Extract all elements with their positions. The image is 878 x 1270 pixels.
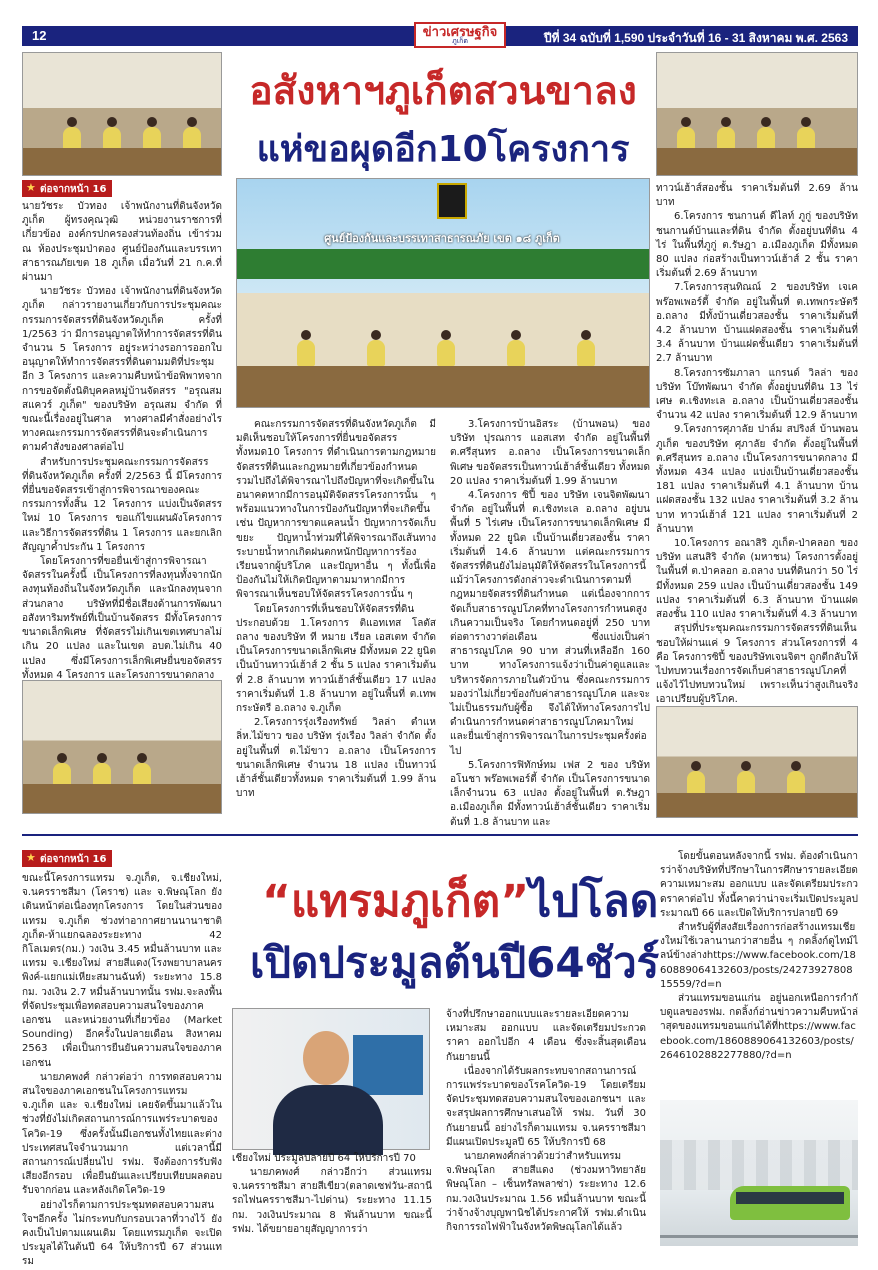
paragraph: โดยขั้นตอนหลังจากนี้ รฟม. ต้องดำเนินการว่าจ้างบริษัทที่ปรึกษาในการศึกษารายละเอียดความเหมาะสม ออกแบบ และจัดเตรียมประกวดราคาต่อไป ทั้งนี้คาดว่าน่าจะเริ่มเปิดประมูลประมาณปี 66 และเปิดให้บริการปลายปี 69 [660,851,858,919]
story2-column-2 [232,1166,432,1246]
headline-red: แทรมภูเก็ต [290,876,501,927]
story2-headline-line2: เปิดประมูลต้นปี64ชัวร์ [250,938,660,987]
logo-sub-text: ภูเก็ต [452,37,468,45]
paragraph: นายภคพงศ์กล่าวด้วยว่าสำหรับแทรม จ.พิษณุโลก สายสีแดง (ช่วงมหาวิทยาลัยพิษณุโลก – เซ็นทรัลพลาซ่า) ระยะทาง 12.6 กม.วงเงินประมาณ 1.56 หมื่นล้านบาท ขณะนี้ว่าจ้างจ้างบุญพานิชได้ประกาศให้ รฟม.ดำเนินกิจการรถไฟฟ้าในจังหวัดพิษณุโลกได้แล้ว [446,1151,646,1234]
logo-main-text: ข่าวเศรษฐกิจ [422,23,498,39]
story1-continued-tag: ★ ต่อจากหน้า 16 [22,180,112,197]
story1-headline-line1: อสังหาฯภูเก็ตสวนขาลง [249,69,637,114]
paragraph: โดยโครงการที่ขอยื่นเข้าสู่การพิจารณาจัดสรรในครั้งนี้ เป็นโครงการที่ลงทุนทั้งจากนักลงทุนท้องถิ่นในจังหวัดภูเก็ต และนักลงทุนจากส่วนกลาง บริษัทที่มีชื่อเสียงด้านการพัฒนาอสังหาริมทรัพย์ที่เป็นบ้านจัดสรร มีทั้งโครงการขนาดเล็กพิเศษ ที่จัดสรรไม่เกินเขตเทศบาลไม่เกิน 20 แปลง และในเขต อบต.ไม่เกิน 40 แปลง ซึ่งมีโครงการเล็กพิเศษยื่นขอจัดสรรทั้งหมด 4 โครงการ และโครงการขนาดกลาง [22,556,222,681]
headline-blue: ไปโลด [529,876,659,927]
paragraph: 3.โครงการบ้านอิสระ (บ้านพอน) ของ บริษัท ปุรณการ แอสเสท จำกัด อยู่ในพื้นที่ ต.ศรีสุนทร อ.ถลาง เป็นโครงการขนาดเล็กพิเศษ ขอจัดสรรเป็นทาวน์เฮ้าส์ชั้นเดียว ทั้งหมด 20 แปลง ราคาเริ่มต้นที่ 1.99 ล้านบาท [450,419,651,487]
paragraph: นายวัชระ บัวทอง เจ้าพนักงานที่ดินจังหวัดภูเก็ต กล่าวรายงานเกี่ยวกับการประชุมคณะกรรมการจัดสรรที่ดินจังหวัดภูเก็ต ครั้งที่ 1/2563 ว่า มีการอนุญาตให้ทำการจัดสรรที่ดิน จำนวน 5 โครงการ อยู่ระหว่างรอการออกใบอนุญาตให้ทำการจัดสรรที่ดินตามมติที่ประชุมอีก 3 โครงการ และความคืบหน้าข้อพิพาทจากการขอจัดตั้งนิติบุคคลหมู่บ้านจัดสรร "อรุณสมสแควร์ ภูเก็ต" ของบริษัท อรุณสม จำกัด ที่ขณะนี้เรื่องอยู่ในศาล ทางศาลมีคำสั่งอย่างไรทางคณะกรรมการจัดสรรที่ดินจะดำเนินการตามคำสั่งของศาลต่อไป [22,286,222,454]
story1-column-1 [22,200,222,681]
paragraph: จ้างที่ปรึกษาออกแบบและรายละเอียดความเหมาะสม ออกแบบ และจัดเตรียมประกวดราคา ออกไปอีก 4 เดือน ซึ่งจะสิ้นสุดเดือน กันยายนนี้ [446,1009,646,1063]
photo-banner-text: ศูนย์ป้องกันและบรรเทาสาธารณภัย เขต ๑๘ ภูเก็ต [324,232,560,245]
paragraph: เนื่องจากได้รับผลกระทบจากสถานการณ์การแพร่ระบาดของโรคโควิด-19 โดยเตรียมจัดประชุมทดสอบความสนใจของเอกชนฯ และจะสรุปผลการศึกษาเสนอให้ รฟม. วันที่ 30 กันยายนนี้ อย่างไรก็ตามแทรม จ.นครราชสีมา มีแผนเปิดประมูลปี 65 ให้บริการปี 68 [446,1065,646,1148]
issue-line: ปีที่ 34 ฉบับที่ 1,590 ประจำวันที่ 16 - 31 สิงหาคม พ.ศ. 2563 [543,31,848,45]
story2-continued-tag: ★ ต่อจากหน้า 16 [22,850,112,867]
paragraph: สำหรับการประชุมคณะกรรมการจัดสรรที่ดินจังหวัดภูเก็ต ครั้งที่ 2/2563 นี้ มีโครงการที่ยื่นขอจัดสรรเข้าสู่การพิจารณาของคณะกรรมการทั้งสิ้น 12 โครงการ แบ่งเป็นจัดสรรใหม่ 10 โครงการ ขอแก้ไขแผนผังโครงการและวิธีการจัดสรรที่ดิน 1 โครงการ และยกเลิกสัญญาค้ำประกัน 1 โครงการ [22,456,222,553]
story1-column-4 [656,182,858,706]
paragraph: ขณะนี้โครงการแทรม จ.ภูเก็ต, จ.เชียงใหม่, จ.นครราชสีมา (โคราช) และ จ.พิษณุโลก ยังเดินหน้าต่อเนื่องทุกโครงการ โดยในส่วนของแทรม จ.ภูเก็ต ช่วงท่าอากาศยานนานาชาติภูเก็ต-ห้าแยกฉลองระยะทาง 42 กิโลเมตร(กม.) วงเงิน 3.45 หมื่นล้านบาท และแทรม จ.เชียงใหม่ สายสีแดง(โรงพยาบาลนครพิงค์-แยกแม่เหียะสมานฉันท์) ระยะทาง 15.8 กม. วงเงิน 2.7 หมื่นล้านบาทนั้น รฟม.จะลงพื้นที่จัดประชุมเพื่อทดสอบความสนใจของภาคเอกชน และหน่วยงานที่เกี่ยวข้อง (Market Sounding) อีกครั้งในปลายเดือน สิงหาคม 2563 เพื่อเป็นการยืนยันความสนใจของภาคเอกชน [22,873,222,1069]
paragraph: 4.โครงการ ซิปี้ ของ บริษัท เจนจิตพัฒนา จำกัด อยู่ในพื้นที่ ต.เชิงทะเล อ.ถลาง อยู่บนพื้นที่ 5 ไร่เศษ เป็นโครงการขนาดเล็กพิเศษ มีทั้งหมด 22 ยูนิต เป็นบ้านเดี่ยวสองชั้น ราคาเริ่มต้นที่ 14.6 ล้านบาท แต่คณะกรรมการจัดสรรที่ดินยังไม่อนุมัติให้จัดสรรในโครงการนี้ แม้ว่าโครงการดังกล่าวจะดำเนินการตามที่กฎหมายจัดสรรที่ดินกำหนด แต่เนื่องจากการจัดเก็บสาธารณูปโภคที่ทางโครงการกำหนดสูงเกินความเป็นจริง โดยกำหนดอยู่ที่ 250 บาทต่อตารางวาต่อเดือน ซึ่งแบ่งเป็นค่าสาธารณูปโภค 90 บาท ส่วนที่เหลืออีก 160 บาท ทางโครงการแจ้งว่าเป็นค่าดูแลและบริหารจัดการภายในตัวบ้าน ซึ่งคณะกรรมการมองว่าไม่เกี่ยวข้องกับค่าสาธารณูปโภค และจะไม่เป็นธรรมกับผู้ซื้อ จึงได้ให้ทางโครงการไปดำเนินการกำหนดค่าสาธารณูปโภคมาใหม่ และยื่นเข้าสู่การพิจารณาในการประชุมครั้งต่อไป [450,490,650,757]
paragraph: คณะกรรมการจัดสรรที่ดินจังหวัดภูเก็ต มีมติเห็นชอบให้โครงการที่ยื่นขอจัดสรรทั้งหมด10 โครงการ ที่ดำเนินการตามกฎหมายจัดสรรที่ดินและกฎหมายที่เกี่ยวข้องกำหนด รวมไปถึงได้พิจารณาไปถึงปัญหาที่จะเกิดขึ้นในอนาคตหากมีการอนุมัติจัดสรรโครงการนั้น ๆ พร้อมแนวทางในการป้องกันปัญหาที่จะเกิดขึ้น เช่น ปัญหาการขาดแคลนน้ำ ปัญหาการจัดเก็บขยะ ปัญหาน้ำท่วมที่ได้พิจารณาถึงเส้นทางระบายน้ำหากเกิดฝนตกหนักปัญหาการร้องเรียนจากผู้บริโภค และปัญหาอื่น ๆ ทั้งนี้เพื่อป้องกันไม่ให้เกิดปัญหาตามมาหากมีการพิจารณาเห็นชอบให้จัดสรรโครงการนั้น ๆ [236,419,436,601]
meeting-photo-right [656,52,858,176]
photo-caption: เชียงใหม่ ประมูลปลายปี 64 ให้บริการปี 70 [232,1153,416,1164]
section-divider [22,834,858,836]
paragraph: สรุปที่ประชุมคณะกรรมการจัดสรรที่ดินเห็นชอบให้ผ่านแค่ 9 โครงการ ส่วนโครงการที่ 4 คือ โครงการซิปี้ ของบริษัทเจนจิตฯ ถูกตีกลับให้ไปทบทวนเรื่องการจัดเก็บค่าสาธารณูปโภคที่แจ้งไว้ไปทบทวนใหม่ เพราะเห็นว่าสูงเกินจริง เอาเปรียบผู้บริโภค. [656,623,858,706]
story1-column-3 [450,418,651,828]
meeting-photo-bottom-right [656,706,858,818]
paragraph: 2.โครงการรุ่งเรืองทรัพย์ วิลล่า ตำแหลิ่ห.ไม้ขาว ของ บริษัท รุ่งเรือง วิลล่า จำกัด ตั้งอยู่ในพื้นที่ ต.ไม้ขาว อ.ถลาง เป็นโครงการขนาดเล็กพิเศษ จำนวน 18 แปลง เป็นทาวน์เฮ้าส์ชั้นเดียวทั้งหมด ราคาเริ่มต้นที่ 1.99 ล้านบาท [236,717,436,800]
official-portrait-photo [232,1008,430,1150]
page-number: 12 [32,28,47,43]
paragraph: นายภคพงศ์ กล่าวอีกว่า ส่วนแทรม จ.นครราชสีมา สายสีเขียว(ตลาดเซฟวัน-สถานีรถไฟนครราชสีมา-ไปด่าน) ระยะทาง 11.15 กม. วงเงินประมาณ 8 พันล้านบาท ขณะนี้ รฟม. ได้ขยายอายุสัญญาการว่า [232,1167,432,1235]
paragraph: โดยโครงการที่เห็นชอบให้จัดสรรที่ดิน ประกอบด้วย 1.โครงการ ติแอทเทส โลตัส ถลาง ของบริษัท ที หมาย เรียล เอสเตท จำกัด เป็นโครงการขนาดเล็กพิเศษ มีทั้งหมด 22 ยูนิต เป็นบ้านทาวน์เฮ้าส์ 2 ชั้น 5 แปลง ราคาเริ่มต้นที่ 2.8 ล้านบาท ทาวน์เฮ้าส์ชั้นเดียว 17 แปลง ราคาเริ่มต้นที่ 1.8 ล้านบาท อยู่ในพื้นที่ ต.เทพกระษัตรี อ.ถลาง จ.ภูเก็ต [236,603,436,715]
newspaper-logo [414,22,506,48]
story2-column-1 [22,872,222,1268]
paragraph: ส่วนแทรมขอนแก่น อยู่นอกเหนือการกำกับดูแลของรฟม. กดลิ้งก์อ่านข่าวความคืบหน้าล่าสุดของแทรมขอนแก่นได้ที่https://www.facebook.com/1860889064132603/posts/2646102882277880/?d=n [660,993,858,1061]
story2-column-4 [660,850,858,1096]
paragraph: 9.โครงการศุภาลัย ปาล์ม สปริงส์ บ้านพอน ภูเก็ต ของบริษัท ศุภาลัย จำกัด ตั้งอยู่ในพื้นที่ ต.ศรีสุนทร อ.ถลาง เป็นโครงการขนาดกลาง มีทั้งหมด 434 แปลง แบ่งเป็นบ้านเดี่ยวสองชั้น 181 แปลง ราคาเริ่มต้นที่ 4.1 ล้านบาท บ้านแฝดสองชั้น 132 แปลง ราคาเริ่มต้นที่ 3.2 ล้านบาท ทาวน์เฮ้าส์ 121 แปลง ราคาเริ่มต้นที่ 2 ล้านบาท [656,424,858,535]
paragraph: 5.โครงการฟิทักษ์ทม เฟส 2 ของ บริษัท อโนชา พร๊อพเพอร์ตี้ จำกัด เป็นโครงการขนาดเล็กจำนวน 63 แปลง ตั้งอยู่ในพื้นที่ ต.รัษฎา อ.เมืองภูเก็ต มีทั้งทาวน์เฮ้าส์ชั้นเดียว ราคาเริ่มต้นที่ 1.8 ล้านบาท และ [450,759,650,828]
paragraph: สำหรับผู้ที่สงสัยเรื่องการก่อสร้างแทรมเชียงใหม่ใช้เวลานานกว่าสายอื่น ๆ กดลิ้งก์ดูไทม์ไลน์ข้างล่างhttps://www.facebook.com/1860889064132603/posts/2427392780815559/?d=n [660,922,858,990]
quote-close: ” [500,876,530,927]
paragraph: อย่างไรก็ตามการประชุมทดสอบความสนใจฯอีกครั้ง ไม่กระทบกับกรอบเวลาที่วางไว้ ยังคงเป็นไปตามแผนเดิม โดยแทรมภูเก็ต จะเปิดประมูลได้ในต้นปี 64 ให้บริการปี 67 ส่วนแทรม [22,1199,222,1268]
meeting-photo-bottom-left [22,680,222,814]
paragraph: 10.โครงการ อณาสิริ ภูเก็ต-ป่าคลอก ของบริษัท แสนสิริ จำกัด (มหาชน) โครงการตั้งอยู่ในพื้นที่ ต.ป่าคลอก อ.ถลาง บนที่ดินกว่า 50 ไร่ มีทั้งหมด 259 แปลง เป็นบ้านเดี่ยวสองชั้น 149 แปลง ราคาเริ่มต้นที่ 6.3 ล้านบาท บ้านแฝดสองชั้น 110 แปลง ราคาเริ่มต้นที่ 4.3 ล้านบาท [656,538,858,621]
meeting-photo-main [236,178,650,408]
quote-open: “ [262,876,291,927]
paragraph: 8.โครงการซัมภาลา แกรนด์ วิลล่า ของ บริษัท โบ๊ทพัฒนา จำกัด ตั้งอยู่บนที่ดิน 13 ไร่เศษ ต.เชิงทะเล อ.ถลาง เป็นบ้านเดี่ยวสองชั้น จำนวน 42 แปลง ราคาเริ่มต้นที่ 12.9 ล้านบาท [656,367,858,422]
header-bar [22,23,858,46]
paragraph: 6.โครงการ ชนกานต์ ดีไลท์ ภูกู่ ของบริษัท ชนกานต์บ้านและที่ดิน จำกัด ตั้งอยู่บนที่ดิน 4 ไร่ ในพื้นที่ภูกู่ ต.รัษฎา อ.เมืองภูเก็ต มีทั้งหมด 80 แปลง ก่อสร้างเป็นทาวน์เฮ้าส์ 2 ชั้น ราคาเริ่มต้นที่ 2.69 ล้านบาท [656,211,858,280]
paragraph: 7.โครงการสุนทิณณ์ 2 ของบริษัท เจเค พร๊อพเพอร์ตี้ จำกัด อยู่ในพื้นที่ ต.เทพกระษัตรี อ.ถลาง มีทั้งบ้านเดี่ยวสองชั้น ราคาเริ่มต้นที่ 4.2 ล้านบาท บ้านแฝดสองชั้น ราคาเริ่มต้นที่ 3.4 ล้านบาท บ้านแฝดชั้นเดียว ราคาเริ่มต้นที่ 2.7 ล้านบาท [656,282,858,365]
paragraph: นายวัชระ บัวทอง เจ้าพนักงานที่ดินจังหวัดภูเก็ต ผู้ทรงคุณวุฒิ หน่วยงานราชการที่เกี่ยวข้อง องค์กรปกครองส่วนท้องถิ่น เข้าร่วม ณ ห้องประชุมป่าตอง ศูนย์ป้องกันและบรรเทาสาธารณภัยเขต 18 ภูเก็ต เมื่อวันที่ 21 ก.ค.ที่ผ่านมา [22,201,222,284]
story2-headline-line1 [262,866,659,936]
paragraph: ทาวน์เฮ้าส์สองชั้น ราคาเริ่มต้นที่ 2.69 ล้านบาท [656,183,858,209]
tram-rendering-photo [660,1100,858,1246]
meeting-photo-left [22,52,222,176]
story1-column-2 [236,418,436,818]
paragraph: นายภคพงศ์ กล่าวต่อว่า การทดสอบความสนใจของภาคเอกชนในโครงการแทรม จ.ภูเก็ต และ จ.เชียงใหม่ เคยจัดขึ้นมาแล้วในช่วงที่ยังไม่เกิดสถานการณ์การแพร่ระบาดของโควิด-19 ซึ่งครั้งนั้นมีเอกชนทั้งไทยและต่างประเทศสนใจจำนวนมาก แต่เวลานี้มีสถานการณ์เปลี่ยนไป รฟม. จึงต้องการรับฟังเสียงอีกรอบ เพื่อยืนยันและเปรียบเทียบผลตอบรับจากก่อน และหลังเกิดโควิด-19 [22,1071,222,1197]
story2-column-3 [446,1008,646,1246]
story1-headline-line2: แห่ขอผุดอีก10โครงการ [256,129,630,170]
